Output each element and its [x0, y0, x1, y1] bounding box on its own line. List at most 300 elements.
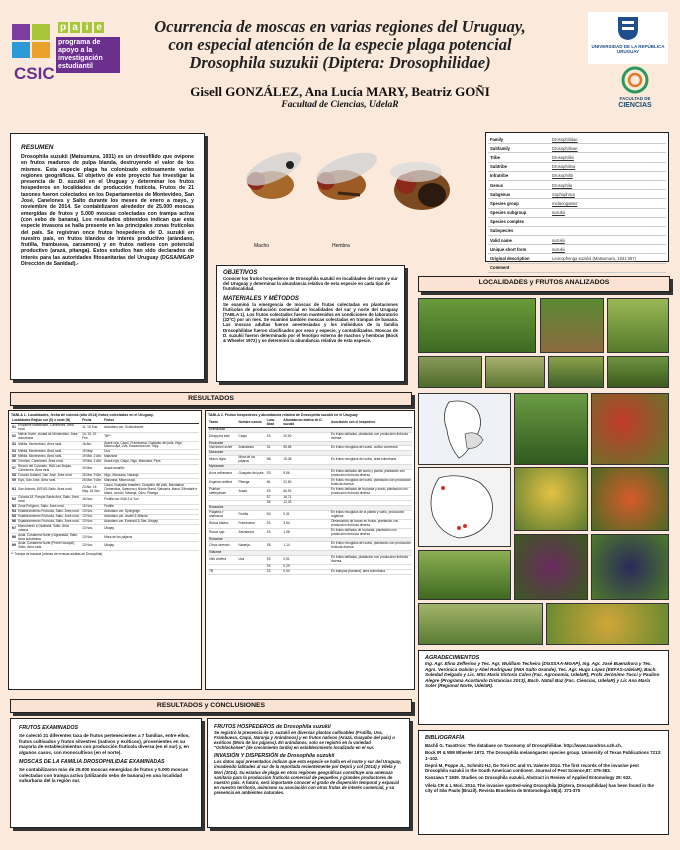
female-label: Hembra	[332, 243, 350, 249]
abundancia: 22,50	[282, 478, 330, 487]
field-photo-6	[548, 356, 604, 388]
localidad-code: S8	[12, 472, 16, 477]
tabla2-header-abundancia: Abundancia relativa de D. suzukii	[282, 419, 330, 427]
frutos: Manzana, Mburucuyá	[103, 478, 199, 483]
abundancia: 5,56	[282, 469, 330, 478]
taxonomy-value	[550, 217, 666, 226]
frutos: Ubajay	[103, 542, 199, 551]
bibliografia-item: Kanzawa T 1939. Studies on Drosophila suzukii. Abstract in Review of Applied Entomology 29: 622.	[425, 775, 632, 781]
nombre-comun: Frutilla	[238, 511, 266, 520]
poster-title	[120, 18, 560, 72]
affiliation: Facultad de Ciencias, UdelaR	[281, 100, 399, 110]
tabla1-header-localidades: Localidades Región sur (S) o norte (N)	[11, 419, 81, 423]
metodos-text: Se examinó la emergencia de moscas de frutas colectadas en plantaciones frutícolas de producción comercial en localidades del sur y norte del Uruguay (TABLA 1). Los frutos colectados fueron mantenidos en condiciones de laboratorio (22ºC) por un mes. Se examinó también moscas colectadas en trampas de banana. Las moscas adultas fueron anestesiadas y los individuos de la familia Drosophilidae fueron clasificados por sexo y especie, y contabilizados. Moscas de D. suzukii fueron determinado por el fenotipo externo de machos y hembras (Bock & Wheeler 1972) y se determinó la abundancia relativa de esta especie.	[223, 301, 398, 344]
agradecimientos-text: Ing. Agr. Elina Zefferino y Tec. Agr. Wuilliam Techeira (DGSSAA-MGAP), Ing. Agr. José Buenahora y Tec. Agrs. Verónica Galván y Abel Rodríguez (INIA Salto Grande), Tec. Agr. Hugo López (EEFAS-UdelaR), Bach. Soledad Delgado y Lic. MSc María Victoria Calvo (Fac. Agronomía, UdelaR), Profs Jerónimo Tucci y Paulino Alegre (Programa Acortando Distancias 2013), Bach. Natali Baz (Fac. Ciencias, UdelaR) y Lic Ana María Soler (Regional Norte, UdelaR).	[425, 661, 660, 689]
fruit-photo-2	[591, 393, 669, 465]
asociacion: En frutos dañados, plantación con producción frutícola diversa	[330, 556, 412, 565]
table-row	[208, 542, 412, 551]
taxonomy-rank: Subspecies	[488, 226, 550, 235]
fecha: 16 Nov.	[81, 505, 103, 510]
asociacion: Observación de larvas en frutos, plantación con producción frutícola diversa	[330, 519, 412, 528]
authors: Gisell GONZÁLEZ, Ana Lucía MARY, Beatriz GOÑI	[190, 84, 490, 99]
taxonomy-value[interactable]: suzukii	[550, 245, 666, 254]
bibliografia-item: Vilela CR & L Mori. 2014. The invasive spotted-wing Drosophila (Diptera, Drosophilidae) has been found in the city of São Paulo (Brazil). Revista Brasileira de Entomologia 58(4): 371-375	[425, 782, 654, 794]
taxon: Fragaria x ananassa	[208, 511, 238, 520]
title-line-1: Ocurrencia de moscas en varias regiones del Uruguay,	[154, 17, 526, 36]
ciencias-emblem-icon	[621, 66, 649, 94]
fecha: 19 Mar. 2 Abr.	[82, 454, 102, 459]
nombre-comun: Uva	[238, 556, 266, 565]
taxonomy-value[interactable]: Drosophilidae	[550, 135, 666, 144]
localidad: S1	[266, 446, 283, 451]
localidad-name: Establecimiento Frutícola, Salto. Área rural.	[18, 518, 80, 523]
field-photo-5	[485, 356, 545, 388]
bibliografia-heading: BIBLIOGRAFÍA	[425, 735, 465, 741]
localidad-code: N7	[11, 524, 17, 533]
localidad-code: S1	[11, 423, 17, 432]
localidad-name: Establecimiento Frutícola, Salto. Área rural.	[18, 509, 80, 514]
taxonomy-value[interactable]: Drosophilina	[550, 162, 666, 171]
agradecimientos-heading: AGRADECIMIENTOS	[425, 655, 480, 661]
fecha: 26 Mar. 9 Abr.	[82, 472, 102, 477]
tabla1-box	[8, 410, 202, 690]
taxon: Rubus idaeus	[208, 519, 238, 528]
abundancia: 3,54	[282, 519, 330, 528]
tabla2-header-taxon: Taxón	[208, 419, 238, 427]
fecha: 19 Mar.	[81, 465, 103, 474]
udelar-shield-icon	[616, 15, 640, 41]
table-row	[208, 456, 412, 465]
localidad-name: Melilla, Montevideo. Área rural.	[17, 450, 81, 455]
frutos: Caqui, Guayabo brasilero, Guayabo del país, Mandarina Clementina, Satsuma y Nicole Mand. Satsuma, Mand. Ellendale e Mand. común, Naranja, Olivo, Pitanga	[104, 482, 198, 495]
localidad-name: Cerrillos, Canelones. Área rural.	[17, 460, 81, 465]
fac-line-2: CIENCIAS	[618, 102, 652, 109]
taxonomy-row	[488, 171, 666, 180]
fruit-photo-4	[591, 467, 669, 531]
taxonomy-row	[488, 153, 666, 162]
asociacion: En frutos dañados del suelo y planta, plantación con producción frutícola diversa	[330, 469, 412, 478]
localidad: S3	[266, 556, 283, 565]
tabla2-box	[205, 410, 415, 690]
program-line-4: estudiantil	[58, 63, 94, 70]
localidad-code: N4	[12, 509, 17, 514]
taxon: Rosaceae	[208, 506, 238, 511]
frutos: Arándano var. Emerald & Star, Ubajay	[103, 519, 199, 524]
taxonomy-rank: Species group	[488, 199, 550, 208]
map-icon	[419, 394, 510, 464]
table-row	[208, 528, 412, 537]
taxon: Rubus spp.	[208, 528, 238, 537]
frutos: Arándano var. Ochlockonee	[103, 423, 199, 432]
tabla1-header-fecha: Fecha	[81, 419, 103, 423]
abundancia: 0,29	[282, 565, 330, 570]
frutos: Frutilla	[103, 505, 199, 510]
localidad-code: N5	[12, 514, 17, 519]
asociacion: En frutos dañados de la planta, plantación con producción frutícola diversa	[330, 528, 412, 537]
asociacion: En frutos recogidos del suelo, plantación con producción frutícola diversa	[331, 477, 411, 486]
abundancia: 1,14	[282, 542, 330, 551]
taxonomy-rank: Species complex	[488, 217, 550, 226]
localidad: S3	[266, 469, 283, 478]
taxonomy-value[interactable]: melanogaster	[550, 199, 666, 208]
localidad-name: Monumento a Garibaldi, Salto. Área urbana.	[17, 524, 81, 533]
udelar-text: UNIVERSIDAD DE LA REPÚBLICA URUGUAY	[591, 44, 665, 54]
taxonomy-table-box	[485, 132, 669, 271]
frutos: Frutilla var. INIA 3 & Yuri	[103, 496, 199, 505]
frutos: Ubajay	[103, 524, 199, 533]
localidad-name: Empalme Maldonado, Canelones. Área rural.	[17, 423, 81, 432]
asociacion: En frutos dañados de la planta y suelo, plantación con producción frutícola diversa	[330, 487, 412, 496]
field-photo-1	[418, 298, 536, 353]
fecha: 19 May.	[81, 450, 103, 455]
taxonomy-rank: Valid name	[488, 236, 550, 245]
abundancia: 16,71	[282, 496, 330, 501]
fecha: 11, 15 Ene.	[81, 423, 103, 432]
tabla2-header-asociacion: Asociación con el hospedero	[330, 419, 412, 427]
table-row	[208, 469, 412, 478]
table-row	[11, 432, 199, 441]
frutos: Arazá roja, Caqui, Frambuesa, Guayabo del país, Higo, Mburucuyá, Uva, Zarzamora var. Tupy	[103, 441, 199, 450]
frutos: Uva	[103, 450, 199, 455]
fly-images	[232, 130, 472, 258]
male-label: Macho	[254, 243, 270, 249]
table-row	[11, 524, 199, 533]
taxon: Eugenia uniflora	[208, 478, 238, 487]
nombre-comun: Arándanos	[238, 446, 266, 451]
localidad-name: Kiyú, San José. Área rural.	[17, 478, 81, 483]
paie-e: e	[94, 22, 104, 33]
agradecimientos-box	[418, 650, 669, 725]
taxonomy-rank: Family	[488, 135, 550, 144]
field-photo-3	[607, 298, 669, 353]
abundancia: 0,51	[282, 556, 330, 565]
fruit-photo-1	[514, 393, 588, 465]
taxonomy-row	[488, 162, 666, 171]
taxonomy-row	[488, 180, 666, 189]
localidad-name: Zona Polígono, Salto. Área rural.	[17, 505, 81, 510]
asociacion: En frutos recogidos del suelo, plantación con producción frutícola diversa	[331, 541, 411, 550]
table-row	[11, 423, 199, 432]
localidad-code: S9	[12, 477, 16, 482]
localidad: N1	[266, 478, 283, 487]
fruit-photo-5	[418, 550, 511, 600]
asociacion: En frutos dañados, plantación con producción frutícola diversa	[330, 432, 412, 441]
localidad-code: N8	[11, 533, 17, 542]
localidad-code: S4	[12, 449, 16, 454]
taxon: Vitis vinifera	[208, 556, 238, 565]
frutos: Arazá amarillo	[103, 465, 199, 474]
taxonomy-rank: Infratribe	[488, 171, 550, 180]
tabla1-caption: TABLA 1. Localidades, fecha de colecta (año 2014) frutos colectados en el Uruguay.	[11, 413, 154, 417]
localidad-name: Colonia 18, Parque Santa Ana, Salto. Área rural.	[17, 496, 81, 505]
localidad: S2	[266, 569, 283, 574]
abundancia: 20,00	[282, 432, 330, 441]
localidad: S4	[266, 565, 283, 570]
title-line-2: con especial atención de la especie plaga potencial	[168, 35, 512, 54]
objetivos-text: Conocer los frutos hospederos de Drosophila suzukii en localidades del norte y sur del Uruguay y determinar la abundancia relativa de esta especie en cada tipo de fruto/localidad.	[223, 276, 398, 292]
taxon: Ebenaceae	[208, 427, 238, 432]
fac-line-1: FACULTAD DE	[619, 96, 651, 101]
taxonomy-row	[488, 217, 666, 226]
asociacion: En frutos recogidos del suelo, cultivo comercial	[330, 446, 412, 451]
taxonomy-row	[488, 245, 666, 254]
bibliografia-list	[425, 743, 662, 793]
taxonomy-value[interactable]: suzukii	[550, 236, 666, 245]
fecha: 16 Nov.	[81, 496, 103, 505]
taxon: Citrus sinensis	[208, 542, 238, 551]
metodos-heading: MATERIALES Y MÉTODOS	[223, 295, 299, 302]
taxonomy-table	[488, 135, 666, 273]
localidad: S6	[266, 501, 283, 506]
table-row	[208, 432, 412, 441]
fecha: 25 Mar. 9 Abr.	[82, 477, 102, 482]
fecha: 13 Nov.	[81, 510, 103, 515]
abundancia: 95,65	[282, 446, 330, 451]
fruit-photo-6	[514, 534, 588, 600]
table-row	[208, 487, 412, 496]
frutos-examinados-heading: FRUTOS EXAMINADOS	[19, 725, 79, 731]
fecha: 13 Nov.	[81, 533, 103, 542]
taxonomy-row	[488, 208, 666, 217]
localidad: S7	[266, 496, 283, 501]
fecha: 13 Nov.	[81, 524, 103, 533]
taxonomy-row	[488, 263, 666, 272]
localidad: S3	[266, 487, 283, 496]
frutos: Higo, Manzana, Naranja	[103, 473, 199, 478]
taxonomy-row	[488, 135, 666, 144]
taxon: Acca sellowiana	[208, 469, 238, 478]
taxon: Myrtaceae	[208, 465, 238, 470]
moscas-text: Se contabilizaron más de 25.000 moscas emergidas de frutos y 5.000 moscas colectadas con trampa activa (utilizando sebo de banana) en una localidad suburbana del la región sur.	[19, 767, 189, 783]
taxon: Vaccinium ashei	[208, 446, 238, 451]
taxon: Ericaceae	[208, 441, 238, 446]
fruit-photo-8	[418, 603, 543, 645]
paie-p: p	[59, 22, 67, 33]
fecha: 13 Nov.	[81, 515, 103, 520]
fecha: 13 Nov.	[81, 519, 103, 524]
csic-icon	[10, 22, 54, 62]
tabla1-header-frutos: Frutos	[103, 419, 199, 423]
resultados-conclusiones-heading: RESULTADOS y CONCLUSIONES	[10, 699, 412, 713]
invasion-heading: INVASIÓN Y DISPERSIÓN de Drosophila suzukii	[214, 753, 335, 760]
program-line-1: programa de	[58, 39, 101, 46]
paie-a: a	[70, 22, 80, 33]
nombre-comun: Guayabo del país	[238, 469, 266, 478]
table-row	[208, 556, 412, 565]
localidad-name: Colonia Galland, San José. Área rural.	[17, 473, 81, 478]
paie-csic-logo	[10, 20, 108, 98]
table-row	[208, 519, 412, 528]
tabla2	[208, 419, 412, 575]
taxonomy-row	[488, 236, 666, 245]
localidades-heading: LOCALIDADES y FRUTOS ANALIZADOS	[418, 276, 670, 292]
paie-program-text	[56, 37, 120, 73]
taxonomy-value[interactable]: suzukii	[550, 208, 666, 217]
tabla2-header-nombre: Nombre común	[238, 419, 266, 427]
map-south-america	[418, 393, 511, 465]
program-line-2: apoyo a la	[58, 47, 93, 54]
localidad-name: Avda. Costanera Norte y Agraciada, Salto. Área suburbana	[17, 533, 81, 542]
nombre-comun: Zarzamora	[238, 528, 266, 537]
taxon: Moraceae	[208, 451, 238, 456]
localidad-code: N1	[11, 483, 17, 496]
drosophila-photo-icon	[232, 130, 472, 258]
taxonomy-rank: Genus	[488, 180, 550, 189]
abundancia: 1,98	[282, 528, 330, 537]
nombre-comun: Frambuesa	[238, 519, 266, 528]
paie-i: i	[82, 22, 92, 33]
asociacion: En frutos recogidos del suelo, área suburbana	[330, 456, 412, 465]
resumen-text: Drosophila suzukii (Matsumura, 1931) es un drosofílido que ovipone en frutos maduros de pulpa blanda, destruyendo el valor de los mismos. Esta especie plaga ha colonizado exitosamente varias regiones geográficas. El objetivo de este proyecto fue investigar la presencia de D. suzukii en el Uruguay y determinar los frutos hospederos en localidades de producción frutícola. Frutos de 21 taxones fueron colectados en los Departamentos de Montevideo, San José, Canelones y Salto durante los meses de enero a mayo, y noviembre de 2014. Se contabilizaron alrededor de 25.000 moscas emergidas de frutos y 5.000 moscas colectadas con trampa activa (con sebo de banana). Los resultados obtenidos indican que esta especie invasora se halla presente en las principales zonas frutícolas del país. Se registran once frutos hospederos de D. suzukii en nuestro país, en frutos blandos de interés productivo (arándano, frutilla, frambuesa, zarzamora) y en frutos nativos con potencial productivo (arazá, pitanga). Estos estudios han sido declarados de interés para las autoridades fitosanitarias del Uruguay (DGSA/MGAP Dirección de Sanidad).-	[21, 154, 194, 268]
frutos-moscas-box	[10, 718, 202, 828]
title-line-3: Drosophila suzukii (Diptera: Drosophilidae)	[189, 53, 491, 72]
frutos-hospederos-heading: FRUTOS HOSPEDEROS de Drosophila suzukii	[214, 724, 331, 730]
taxonomy-row	[488, 226, 666, 235]
field-photo-4	[418, 356, 482, 388]
nombre-comun: Caqui	[238, 432, 266, 441]
map-uruguay	[418, 467, 511, 547]
frutos: TB**	[103, 432, 199, 441]
localidad: S3	[266, 528, 283, 537]
abundancia: 66,92	[282, 487, 330, 496]
abundancia: 12,03	[282, 501, 330, 506]
localidad-code: N6	[12, 518, 17, 523]
localidad: N3	[266, 511, 283, 520]
localidad: S3	[266, 432, 283, 441]
objetivos-heading: OBJETIVOS	[223, 270, 258, 276]
localidad-code: N2	[11, 496, 17, 505]
nombre-comun	[238, 569, 266, 574]
taxonomy-value[interactable]: Drosophila	[550, 180, 666, 189]
abundancia: 0,31	[282, 511, 330, 520]
tabla2-header-localidad: Loca-lidad	[266, 419, 283, 427]
localidad-code: S6	[12, 459, 16, 464]
field-photo-7	[607, 356, 669, 388]
csic-text: CSIC	[14, 64, 55, 83]
frutos: Mora de los pájaros	[103, 533, 199, 542]
localidad-name: Melilla, Montevideo. Área rural.	[17, 455, 81, 460]
localidad-name: San Antonio, EEFAS-Salto. Área rural.	[17, 483, 81, 496]
frutos: Arazá roja, Caqui, Higo, Manzana, Pera	[103, 460, 199, 465]
fruit-photo-3	[514, 467, 588, 531]
taxonomy-rank: Subtribe	[488, 162, 550, 171]
taxonomy-value[interactable]: Sophophora	[550, 190, 666, 199]
taxonomy-rank: Unique short form	[488, 245, 550, 254]
resultados-heading: RESULTADOS	[10, 392, 412, 406]
fruit-photo-9	[546, 603, 669, 645]
field-photo-2	[540, 298, 604, 353]
localidad-name: Rincón del Colorado, INIA Las Brujas, Canelones. Área rural.	[17, 465, 81, 474]
taxonomy-rank: Original description	[488, 254, 550, 263]
localidad-code: N9	[11, 542, 17, 551]
objetivos-metodos-box	[216, 265, 405, 382]
taxonomy-row	[488, 254, 666, 263]
tabla2-caption: TABLA 2. Frutos hospederos y abundancia relativa de Drosophila suzukii en el Uruguay	[208, 413, 358, 417]
table-row	[11, 542, 199, 551]
bibliografia-item: Bächli G. TaxoDros: The database on Taxonomy of Drosophilidae. http://www.taxodros.uzh.ch.	[425, 743, 623, 748]
tabla1	[11, 419, 199, 551]
taxon: Morus nigra	[208, 456, 238, 465]
frutos-hospederos-text: Se registró la presencia de D. suzukii en diversas plantas cultivables (Frutilla, Uva, Frambuesa, Caqui, Naranja y Arándanos) y en frutos nativos (Arazá, Guayabo del país) o exóticos (Mora de los pájaros). En arándanos, solo se registró en la variedad "Ochlockonee" (de crecimiento tardío) en establecimiento localizado en el sur.	[214, 730, 395, 751]
taxon: Diospyros kaki	[208, 432, 238, 441]
fecha: 23 Abr. 16 May. 16 Nov.	[81, 483, 103, 496]
moscas-heading: MOSCAS DE LA FAMILIA DROSOPHILIDAE EXAMINADAS	[19, 759, 165, 765]
taxonomy-value	[550, 226, 666, 235]
localidad-name: Melilla, Montevideo. Área rural.	[17, 441, 81, 450]
fruit-photo-7	[591, 534, 669, 600]
fecha: 19 Mar. 2 Abr.	[82, 459, 102, 464]
taxonomy-value[interactable]: Drosophilinae	[550, 144, 666, 153]
frutos: Arándano var. Jewell & Misinia	[103, 515, 199, 520]
resumen-heading: RESUMEN	[21, 144, 54, 151]
paie-letters	[58, 22, 104, 33]
localidad-name: Establecimiento Frutícola, Salto. Área rural.	[18, 514, 80, 519]
abundancia: 0,50	[282, 569, 330, 574]
taxonomy-value[interactable]: Leucophenga suzukii (Matsumura, 1931:367)	[550, 254, 666, 263]
nombre-comun: Arazá	[238, 487, 266, 496]
taxonomy-rank: Subgenus	[488, 190, 550, 199]
frutos: Arándano var. Springhigh	[103, 510, 199, 515]
localidad-code: S3	[11, 441, 17, 450]
table-row	[208, 569, 412, 574]
invasion-text: Los datos aquí presentados indican que esta especie se halla en el norte y sur del Uruguay, invadiendo latitudes al sur de la reportada recientemente por Deprá y col (2014) y Vilela y Mori (2014). Su estatus de plaga en otras regiones geográficas constituye una amenaza sanitaria para la producción frutícola comercial de pequeños y grandes productores de nuestro país. A futuro, será importante conocer el grado de dispersión temporal y espacial en nuestro territorio, asimismo su asociación con otras frutas de interés comercial, y su presencia en ambientes naturales.	[214, 759, 402, 795]
fecha: 14, 15, 19 Feb.	[81, 432, 103, 441]
asociacion: En frutos recogidos de la planta y suelo, producción orgánica	[330, 511, 412, 520]
frutos-examinados-text: Se colectó 21 diferentes taxa de frutos pertenecientes a 7 familias, entre ellos, frutos cultivados y frutos silvestres (nativos y exóticos), provenientes en su mayoría de establecimientos con producción frutícola diversa (en el sur) y, en algunos casos, con monocultivos (en el norte).	[19, 733, 190, 755]
taxonomy-rank: Comment	[488, 263, 550, 272]
taxon: Vitaceae	[208, 551, 238, 556]
taxon: Rutaceae	[208, 537, 238, 542]
localidad-name: Melvin Norte, ciudad de Montevideo. Área suburbana	[17, 432, 81, 441]
uruguay-map-icon	[419, 468, 510, 546]
localidad: S3	[266, 519, 283, 528]
asociacion: En trampas (banana), área suburbana	[330, 569, 412, 574]
localidad: S8	[266, 542, 283, 551]
frutos: Manzana	[103, 455, 199, 460]
facultad-ciencias-logo	[605, 66, 665, 120]
table-row	[208, 478, 412, 487]
taxonomy-rank: Tribe	[488, 153, 550, 162]
tabla1-footnote: ** Trampa de banana (colecta de moscas adultas de Drosophila).	[11, 552, 104, 557]
resumen-box	[10, 133, 205, 380]
taxonomy-rank: Subfamily	[488, 144, 550, 153]
abundancia: 15,38	[282, 456, 330, 465]
localidad: N8	[266, 456, 283, 465]
program-line-3: investigación	[58, 55, 103, 62]
nombre-comun: Naranja	[238, 542, 266, 551]
udelar-logo	[588, 12, 668, 64]
fecha: 18 Abr.	[81, 441, 103, 450]
taxonomy-row	[488, 190, 666, 199]
localidad-code: N3	[12, 504, 17, 509]
taxonomy-rank: Species subgroup	[488, 208, 550, 217]
taxon: TB	[208, 569, 238, 574]
nombre-comun: Pitanga	[238, 478, 266, 487]
hospederos-invasion-box	[207, 718, 410, 828]
taxonomy-value[interactable]: Drosophilini	[550, 153, 666, 162]
taxonomy-value[interactable]: Drosophiliti	[550, 171, 666, 180]
localidad-code: S5	[12, 454, 16, 459]
localidad-code: S7	[11, 465, 17, 474]
bibliografia-box	[418, 730, 669, 835]
fecha: 13 Nov.	[81, 542, 103, 551]
taxon: Psidium cattleyanum	[208, 487, 238, 496]
taxonomy-row	[488, 144, 666, 153]
taxonomy-value	[550, 263, 666, 272]
bibliografia-item: Bock IR & WM Wheeler 1972. The Drosophila melanogaster species group. University of Texas Publications 7213: 1–102.	[425, 750, 662, 761]
bibliografia-item: Deprá M, Poppe JL, Schmitz HJ, De Toni DC and VL Valente 2014. The first records of the invasive pest Drosophila suzukii in the South American continent. Journal of Pest Science,87: 379-383.	[425, 762, 639, 774]
nombre-comun: Mora de los pájaros	[238, 456, 266, 465]
